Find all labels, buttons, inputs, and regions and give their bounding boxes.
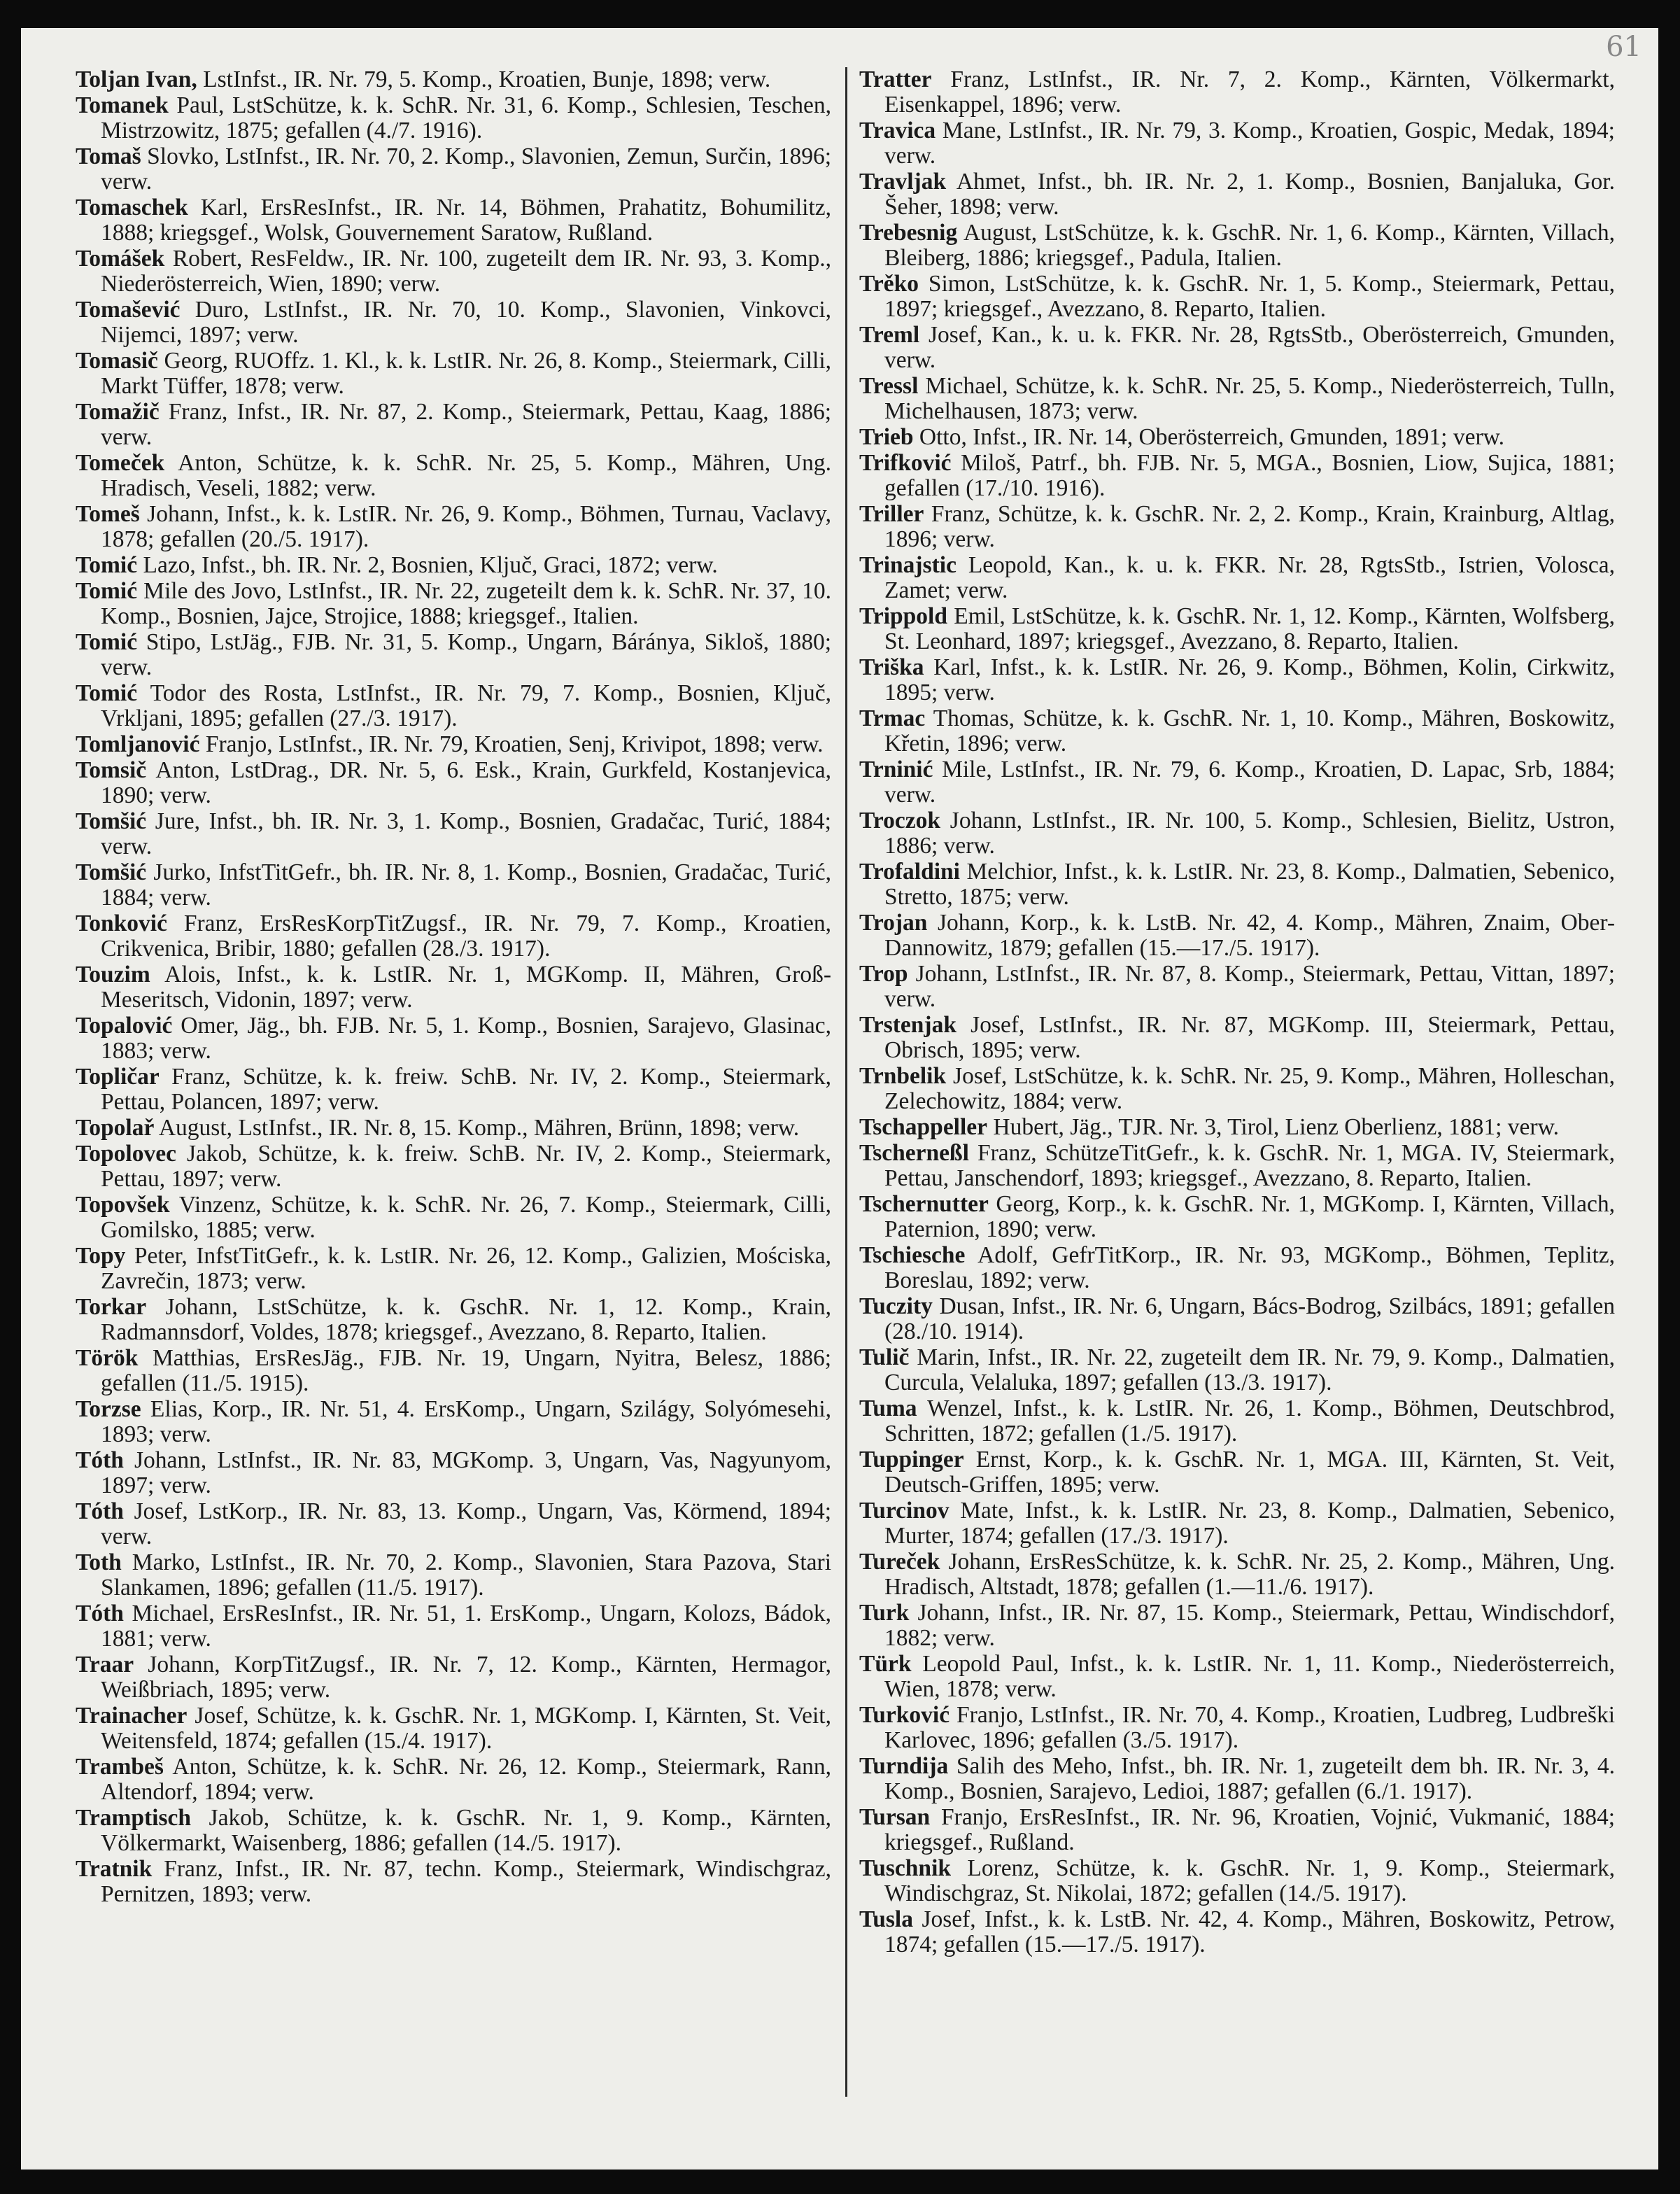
entry-name: Trnbelik: [859, 1062, 947, 1089]
entry-text: Emil, LstSchütze, k. k. GschR. Nr. 1, 12. Komp., Kärnten, Wolfsberg, St. Leonhard, 1897; kriegsgef., Avezzano, 8. Reparto, Italien.: [884, 603, 1615, 654]
page-number: 61: [1606, 31, 1642, 63]
entry-text: Leopold, Kan., k. u. k. FKR. Nr. 28, RgtsStb., Istrien, Volosca, Zamet; verw.: [884, 552, 1615, 603]
entry-name: Turković: [859, 1701, 950, 1728]
list-item: [859, 1805, 1615, 1855]
entry-text: Elias, Korp., IR. Nr. 51, 4. ErsKomp., Ungarn, Szilágy, Solyómesehi, 1893; verw.: [101, 1396, 831, 1448]
list-item: [76, 1652, 831, 1703]
list-item: [859, 1703, 1615, 1753]
entry-text: Jurko, InfstTitGefr., bh. IR. Nr. 8, 1. Komp., Bosnien, Gradačac, Turić, 1884; verw.: [101, 859, 832, 911]
entry-name: Trofaldini: [859, 858, 960, 885]
list-item: [859, 1013, 1615, 1063]
list-item: [76, 400, 831, 450]
entry-name: Toljan Ivan,: [76, 66, 197, 92]
list-item: [859, 808, 1615, 859]
entry-text: Franz, Schütze, k. k. freiw. SchB. Nr. IV, 2. Komp., Steiermark, Pettau, Polancen, 1897; verw.: [101, 1064, 832, 1116]
entry-text: Wenzel, Infst., k. k. LstIR. Nr. 26, 1. Komp., Böhmen, Deutschbrod, Schritten, 1872; gefallen (1./5. 1917).: [884, 1395, 1615, 1447]
list-item: [859, 859, 1615, 910]
entry-text: Franz, ErsResKorpTitZugsf., IR. Nr. 79, 7. Komp., Kroatien, Crikvenica, Bribir, 1880; gefallen (28./3. 1917).: [101, 910, 831, 962]
entry-name: Tomášek: [76, 246, 165, 272]
list-item: [859, 553, 1615, 603]
entry-text: Mile, LstInfst., IR. Nr. 79, 6. Komp., Kroatien, D. Lapac, Srb, 1884; verw.: [884, 756, 1615, 808]
list-item: [859, 502, 1615, 552]
list-item: [859, 1243, 1615, 1293]
entry-text: Johann, Infst., k. k. LstIR. Nr. 26, 9. Komp., Böhmen, Turnau, Vaclavy, 1878; gefallen (20./5. 1917).: [101, 501, 831, 552]
entry-text: Anton, LstDrag., DR. Nr. 5, 6. Esk., Krain, Gurkfeld, Kostanjevica, 1890; verw.: [101, 757, 831, 809]
entry-name: Torkar: [76, 1294, 147, 1321]
list-item: [859, 272, 1615, 322]
list-item: [859, 1192, 1615, 1242]
entry-name: Trěko: [859, 270, 919, 297]
list-item: [76, 1448, 831, 1498]
list-item: [76, 860, 831, 910]
entry-name: Tuppinger: [859, 1446, 964, 1472]
entry-text: Robert, ResFeldw., IR. Nr. 100, zugeteilt dem IR. Nr. 93, 3. Komp., Niederösterreich, Wien, 1890; verw.: [101, 246, 832, 297]
entry-text: Mate, Infst., k. k. LstIR. Nr. 23, 8. Komp., Dalmatien, Sebenico, Murter, 1874; gefallen (17./3. 1917).: [884, 1497, 1616, 1549]
entry-name: Triška: [859, 654, 924, 681]
entry-name: Török: [76, 1345, 139, 1372]
list-item: [76, 1755, 831, 1805]
entry-name: Trojan: [859, 909, 928, 936]
entry-text: Stipo, LstJäg., FJB. Nr. 31, 5. Komp., Ungarn, Báránya, Sikloš, 1880; verw.: [101, 629, 832, 681]
entry-text: Jakob, Schütze, k. k. freiw. SchB. Nr. IV, 2. Komp., Steiermark, Pettau, 1897; verw.: [101, 1141, 831, 1193]
entry-name: Travica: [859, 117, 936, 143]
entry-text: Peter, InfstTitGefr., k. k. LstIR. Nr. 26, 12. Komp., Galizien, Mościska, Zavrečin, 1873; verw.: [101, 1243, 831, 1295]
entry-name: Traar: [76, 1652, 134, 1678]
list-item: [859, 962, 1615, 1012]
entry-name: Trifković: [859, 450, 952, 477]
entry-text: Josef, LstKorp., IR. Nr. 83, 13. Komp., Ungarn, Vas, Körmend, 1894; verw.: [101, 1498, 832, 1550]
list-item: [76, 93, 831, 143]
entry-text: Leopold Paul, Infst., k. k. LstIR. Nr. 1, 11. Komp., Niederösterreich, Wien, 1878; verw.: [884, 1650, 1616, 1702]
list-item: [859, 451, 1615, 501]
entry-text: Mile des Jovo, LstInfst., IR. Nr. 22, zugeteilt dem k. k. SchR. Nr. 37, 10. Komp., Bosnien, Jajce, Strojice, 1888; kriegsgef., Italien.: [101, 578, 831, 630]
list-item: [76, 1064, 831, 1115]
list-item: [76, 758, 831, 808]
entry-text: Johann, ErsResSchütze, k. k. SchR. Nr. 25, 2. Komp., Mähren, Ung. Hradisch, Altstadt, 1878; gefallen (1.—11./6. 1917).: [884, 1548, 1616, 1600]
list-item: [76, 1499, 831, 1549]
entry-text: Michael, ErsResInfst., IR. Nr. 51, 1. ErsKomp., Ungarn, Kolozs, Bádok, 1881; verw.: [101, 1601, 832, 1652]
entry-text: Anton, Schütze, k. k. SchR. Nr. 26, 12. Komp., Steiermark, Rann, Altendorf, 1894; verw.: [101, 1754, 831, 1806]
entry-name: Tomić: [76, 629, 138, 656]
list-item: [76, 451, 831, 501]
entry-text: Ernst, Korp., k. k. GschR. Nr. 1, MGA. III, Kärnten, St. Veit, Deutsch-Griffen, 1895; verw.: [884, 1446, 1615, 1498]
list-item: [76, 553, 831, 578]
entry-name: Topy: [76, 1243, 126, 1270]
entry-text: Miloš, Patrf., bh. FJB. Nr. 5, MGA., Bosnien, Liow, Sujica, 1881; gefallen (17./10. 1916).: [884, 450, 1615, 501]
entry-text: Jure, Infst., bh. IR. Nr. 3, 1. Komp., Bosnien, Gradačac, Turić, 1884; verw.: [101, 808, 831, 860]
entry-name: Tomsič: [76, 757, 147, 784]
entry-name: Tomšić: [76, 808, 147, 835]
entry-text: Simon, LstSchütze, k. k. GschR. Nr. 1, 5. Komp., Steiermark, Pettau, 1897; kriegsgef., Avezzano, 8. Reparto, Italien.: [884, 270, 1616, 322]
entry-text: Franjo, LstInfst., IR. Nr. 79, Kroatien, Senj, Krivipot, 1898; verw.: [205, 731, 824, 758]
entry-text: Jakob, Schütze, k. k. GschR. Nr. 1, 9. Komp., Kärnten, Völkermarkt, Waisenberg, 1886; gefallen (14./5. 1917).: [101, 1805, 831, 1857]
entry-text: Josef, Kan., k. u. k. FKR. Nr. 28, RgtsStb., Oberösterreich, Gmunden, verw.: [884, 321, 1615, 373]
list-item: [859, 655, 1615, 705]
entry-name: Toth: [76, 1549, 122, 1576]
entry-name: Travljak: [859, 168, 947, 195]
entry-text: Paul, LstSchütze, k. k. SchR. Nr. 31, 6. Komp., Schlesien, Teschen, Mistrzowitz, 1875; gefallen (4./7. 1916).: [101, 92, 832, 143]
entry-text: Todor des Rosta, LstInfst., IR. Nr. 79, 7. Komp., Bosnien, Ključ, Vrkljani, 1895; gefallen (27./3. 1917).: [101, 680, 831, 731]
entry-text: Josef, LstInfst., IR. Nr. 87, MGKomp. III, Steiermark, Pettau, Obrisch, 1895; verw.: [884, 1011, 1615, 1063]
entry-name: Topolovec: [76, 1141, 176, 1167]
list-item: [76, 911, 831, 962]
list-item: [76, 579, 831, 629]
entry-name: Tuschnik: [859, 1855, 952, 1881]
entry-name: Tomanek: [76, 92, 169, 119]
entry-text: Franjo, LstInfst., IR. Nr. 70, 4. Komp., Kroatien, Ludbreg, Ludbreški Karlovec, 1896; gefallen (3./5. 1917).: [884, 1701, 1616, 1753]
entry-text: Franjo, ErsResInfst., IR. Nr. 96, Kroatien, Vojnić, Vukmanić, 1884; kriegsgef., Rußland.: [884, 1803, 1616, 1855]
list-item: [859, 169, 1615, 220]
entry-name: Trippold: [859, 603, 947, 630]
entry-name: Tratter: [859, 66, 932, 92]
list-item: [76, 1703, 831, 1754]
entry-text: Marin, Infst., IR. Nr. 22, zugeteilt dem IR. Nr. 79, 9. Komp., Dalmatien, Curcula, Velaluka, 1897; gefallen (13./3. 1917).: [884, 1344, 1616, 1395]
list-item: [859, 1652, 1615, 1702]
entry-text: Mane, LstInfst., IR. Nr. 79, 3. Komp., Kroatien, Gospic, Medak, 1894; verw.: [884, 117, 1615, 169]
entry-text: Johann, LstSchütze, k. k. GschR. Nr. 1, 12. Komp., Krain, Radmannsdorf, Voldes, 1878; kriegsgef., Avezzano, 8. Reparto, Italien.: [101, 1294, 831, 1346]
entry-text: Duro, LstInfst., IR. Nr. 70, 10. Komp., Slavonien, Vinkovci, Nijemci, 1897; verw.: [101, 297, 831, 348]
entry-name: Troczok: [859, 807, 940, 834]
entry-text: Franz, Infst., IR. Nr. 87, 2. Komp., Steiermark, Pettau, Kaag, 1886; verw.: [101, 399, 832, 450]
entry-text: Franz, Infst., IR. Nr. 87, techn. Komp., Steiermark, Windischgraz, Pernitzen, 1893; verw.: [101, 1856, 831, 1908]
list-item: [859, 1294, 1615, 1344]
list-item: [76, 1244, 831, 1294]
list-item: [859, 1754, 1615, 1804]
entry-name: Treml: [859, 321, 920, 348]
list-item: [76, 1346, 831, 1396]
entry-name: Tomšić: [76, 859, 147, 886]
entry-text: Adolf, GefrTitKorp., IR. Nr. 93, MGKomp., Böhmen, Teplitz, Boreslau, 1892; verw.: [884, 1242, 1615, 1293]
entry-name: Tomažič: [76, 399, 160, 426]
right-column: [859, 67, 1615, 1958]
entry-text: Hubert, Jäg., TJR. Nr. 3, Tirol, Lienz Oberlienz, 1881; verw.: [993, 1113, 1559, 1140]
entry-name: Tureček: [859, 1548, 940, 1575]
document-page: [21, 28, 1658, 2170]
list-item: [76, 1141, 831, 1192]
list-item: [76, 809, 831, 859]
entry-text: Josef, Schütze, k. k. GschR. Nr. 1, MGKomp. I, Kärnten, St. Veit, Weitensfeld, 1874; gefallen (15./4. 1917).: [101, 1703, 831, 1755]
list-item: [859, 1115, 1615, 1140]
entry-text: Johann, Infst., IR. Nr. 87, 15. Komp., Steiermark, Pettau, Windischdorf, 1882; verw.: [884, 1599, 1615, 1651]
entry-name: Tomić: [76, 680, 138, 707]
entry-name: Tomaschek: [76, 195, 188, 221]
list-item: [859, 910, 1615, 961]
list-item: [859, 1345, 1615, 1395]
entry-text: Otto, Infst., IR. Nr. 14, Oberösterreich, Gmunden, 1891; verw.: [919, 423, 1505, 450]
list-item: [76, 962, 831, 1013]
list-item: [859, 1141, 1615, 1191]
entry-name: Tratnik: [76, 1856, 153, 1883]
list-item: [76, 1601, 831, 1652]
entry-text: Michael, Schütze, k. k. SchR. Nr. 25, 5. Komp., Niederösterreich, Tulln, Michelhausen, 1873; verw.: [884, 372, 1615, 424]
entry-text: Franz, Schütze, k. k. GschR. Nr. 2, 2. Komp., Krain, Krainburg, Altlag, 1896; verw.: [884, 501, 1616, 552]
entry-name: Tomasič: [76, 348, 158, 374]
entry-name: Tursan: [859, 1803, 931, 1830]
entry-text: Josef, LstSchütze, k. k. SchR. Nr. 25, 9. Komp., Mähren, Holleschan, Zelechowitz, 1884; verw.: [884, 1062, 1615, 1114]
entry-name: Tomljanović: [76, 731, 200, 758]
list-item: [859, 220, 1615, 271]
entry-name: Topolař: [76, 1115, 155, 1141]
list-item: [859, 604, 1615, 654]
list-item: [859, 374, 1615, 424]
entry-text: August, LstSchütze, k. k. GschR. Nr. 1, 6. Komp., Kärnten, Villach, Bleiberg, 1886; kriegsgef., Padula, Italien.: [884, 219, 1615, 271]
list-item: [76, 246, 831, 297]
entry-name: Tomeš: [76, 501, 140, 528]
entry-name: Torzse: [76, 1396, 141, 1423]
list-item: [859, 1907, 1615, 1957]
entry-name: Turndija: [859, 1752, 949, 1779]
list-item: [76, 1397, 831, 1447]
entry-name: Tschappeller: [859, 1113, 988, 1140]
entry-name: Trainacher: [76, 1703, 188, 1729]
entry-name: Trninić: [859, 756, 933, 782]
entry-text: Georg, RUOffz. 1. Kl., k. k. LstIR. Nr. 26, 8. Komp., Steiermark, Cilli, Markt Tüffer, 1878; verw.: [101, 348, 832, 399]
list-item: [76, 297, 831, 348]
entry-name: Trebesnig: [859, 219, 958, 246]
entry-name: Tschiesche: [859, 1242, 966, 1269]
list-item: [859, 425, 1615, 450]
entry-text: Omer, Jäg., bh. FJB. Nr. 5, 1. Komp., Bosnien, Sarajevo, Glasinac, 1883; verw.: [101, 1013, 832, 1064]
entry-name: Turk: [859, 1599, 910, 1626]
list-item: [76, 1295, 831, 1345]
entry-name: Tóth: [76, 1498, 124, 1525]
entry-name: Trstenjak: [859, 1011, 957, 1038]
entry-name: Türk: [859, 1650, 912, 1677]
list-item: [76, 681, 831, 731]
entry-name: Turcinov: [859, 1497, 950, 1524]
entry-text: Lazo, Infst., bh. IR. Nr. 2, Bosnien, Ključ, Graci, 1872; verw.: [143, 552, 718, 579]
list-item: [76, 1116, 831, 1141]
entry-name: Trieb: [859, 423, 914, 450]
entry-text: Karl, Infst., k. k. LstIR. Nr. 26, 9. Komp., Böhmen, Kolin, Cirkwitz, 1895; verw.: [884, 654, 1615, 705]
list-item: [859, 1064, 1615, 1114]
entry-text: LstInfst., IR. Nr. 79, 5. Komp., Kroatien, Bunje, 1898; verw.: [203, 66, 771, 92]
entry-name: Tomić: [76, 578, 138, 605]
entry-name: Tressl: [859, 372, 919, 399]
entry-name: Tramptisch: [76, 1805, 192, 1831]
entry-text: Lorenz, Schütze, k. k. GschR. Nr. 1, 9. Komp., Steiermark, Windischgraz, St. Nikolai, 1872; gefallen (14./5. 1917).: [884, 1855, 1615, 1906]
entry-name: Tomić: [76, 552, 138, 579]
entry-text: Vinzenz, Schütze, k. k. SchR. Nr. 26, 7. Komp., Steiermark, Cilli, Gomilsko, 1885; verw.: [101, 1192, 831, 1244]
list-item: [859, 1601, 1615, 1651]
list-item: [76, 1550, 831, 1601]
list-item: [76, 732, 831, 757]
entry-name: Tscherneßl: [859, 1140, 969, 1167]
entry-text: August, LstInfst., IR. Nr. 8, 15. Komp., Mähren, Brünn, 1898; verw.: [158, 1115, 800, 1141]
entry-name: Trambeš: [76, 1754, 164, 1780]
entry-name: Touzim: [76, 962, 150, 988]
entry-name: Triller: [859, 501, 924, 528]
list-item: [859, 1447, 1615, 1498]
list-item: [76, 1806, 831, 1856]
entry-name: Topovšek: [76, 1192, 170, 1218]
list-item: [859, 67, 1615, 118]
list-item: [859, 706, 1615, 757]
entry-name: Topalović: [76, 1013, 173, 1039]
entry-text: Karl, ErsResInfst., IR. Nr. 14, Böhmen, Prahatitz, Bohumilitz, 1888; kriegsgef., Wolsk, Gouvernement Saratow, Rußland.: [101, 195, 831, 246]
entry-name: Trmac: [859, 705, 926, 731]
entry-text: Georg, Korp., k. k. GschR. Nr. 1, MGKomp. I, Kärnten, Villach, Paternion, 1890; verw.: [884, 1191, 1615, 1242]
list-item: [76, 1857, 831, 1907]
entry-name: Tonković: [76, 910, 167, 937]
list-item: [76, 195, 831, 246]
entry-text: Melchior, Infst., k. k. LstIR. Nr. 23, 8. Komp., Dalmatien, Sebenico, Stretto, 1875; verw.: [884, 858, 1615, 910]
list-item: [76, 630, 831, 680]
entry-text: Josef, Infst., k. k. LstB. Nr. 42, 4. Komp., Mähren, Boskowitz, Petrow, 1874; gefallen (15.—17./5. 1917).: [884, 1906, 1616, 1957]
left-column: [76, 67, 831, 1908]
entry-text: Slovko, LstInfst., IR. Nr. 70, 2. Komp., Slavonien, Zemun, Surčin, 1896; verw.: [101, 143, 831, 195]
list-item: [76, 67, 831, 92]
entry-text: Salih des Meho, Infst., bh. IR. Nr. 1, zugeteilt dem bh. IR. Nr. 3, 4. Komp., Bosnien, Sarajevo, Ledioi, 1887; gefallen (6./1. 1917).: [884, 1752, 1615, 1804]
list-item: [76, 1193, 831, 1243]
list-item: [859, 1549, 1615, 1600]
list-item: [859, 1856, 1615, 1906]
list-item: [76, 349, 831, 399]
list-item: [859, 1498, 1615, 1549]
entry-text: Johann, KorpTitZugsf., IR. Nr. 7, 12. Komp., Kärnten, Hermagor, Weißbriach, 1895; verw.: [101, 1652, 832, 1703]
entry-name: Tuma: [859, 1395, 917, 1421]
entry-text: Johann, LstInfst., IR. Nr. 83, MGKomp. 3, Ungarn, Vas, Nagyunyom, 1897; verw.: [101, 1447, 832, 1499]
entry-name: Tuczity: [859, 1293, 933, 1320]
list-item: [76, 1013, 831, 1064]
entry-name: Tóth: [76, 1601, 124, 1627]
entry-name: Tulič: [859, 1344, 910, 1370]
entry-name: Tschernutter: [859, 1191, 989, 1218]
entry-text: Thomas, Schütze, k. k. GschR. Nr. 1, 10. Komp., Mähren, Boskowitz, Křetin, 1896; verw.: [884, 705, 1615, 757]
entry-text: Dusan, Infst., IR. Nr. 6, Ungarn, Bács-Bodrog, Szilbács, 1891; gefallen (28./10. 1914).: [884, 1293, 1615, 1344]
list-item: [859, 323, 1615, 373]
entry-name: Topličar: [76, 1064, 160, 1090]
entry-text: Marko, LstInfst., IR. Nr. 70, 2. Komp., Slavonien, Stara Pazova, Stari Slankamen, 1896; gefallen (11./5. 1917).: [101, 1549, 832, 1601]
entry-name: Trinajstic: [859, 552, 957, 579]
entry-text: Johann, LstInfst., IR. Nr. 100, 5. Komp., Schlesien, Bielitz, Ustron, 1886; verw.: [884, 807, 1616, 859]
entry-name: Tóth: [76, 1447, 124, 1474]
entry-name: Tusla: [859, 1906, 913, 1932]
list-item: [859, 757, 1615, 808]
entry-text: Johann, LstInfst., IR. Nr. 87, 8. Komp., Steiermark, Pettau, Vittan, 1897; verw.: [884, 960, 1616, 1012]
list-item: [76, 144, 831, 195]
list-item: [76, 502, 831, 552]
entry-text: Johann, Korp., k. k. LstB. Nr. 42, 4. Komp., Mähren, Znaim, Ober-Dannowitz, 1879; gefallen (15.—17./5. 1917).: [884, 909, 1615, 961]
entry-name: Tomeček: [76, 450, 165, 477]
entry-text: Ahmet, Infst., bh. IR. Nr. 2, 1. Komp., Bosnien, Banjaluka, Gor. Šeher, 1898; verw.: [884, 168, 1615, 220]
list-item: [859, 1396, 1615, 1447]
entry-text: Franz, SchützeTitGefr., k. k. GschR. Nr. 1, MGA. IV, Steiermark, Pettau, Janschendorf, 1893; kriegsgef., Avezzano, 8. Reparto, Italien.: [884, 1140, 1615, 1191]
entry-name: Trop: [859, 960, 908, 987]
entry-name: Tomaš: [76, 143, 141, 170]
entry-name: Tomašević: [76, 297, 181, 323]
list-item: [859, 118, 1615, 169]
entry-text: Alois, Infst., k. k. LstIR. Nr. 1, MGKomp. II, Mähren, Groß-Meseritsch, Vidonin, 1897; verw.: [101, 962, 831, 1013]
column-divider: [845, 67, 847, 2097]
entry-text: Anton, Schütze, k. k. SchR. Nr. 25, 5. Komp., Mähren, Ung. Hradisch, Veseli, 1882; verw.: [101, 450, 831, 501]
entry-text: Franz, LstInfst., IR. Nr. 7, 2. Komp., Kärnten, Völkermarkt, Eisenkappel, 1896; verw.: [884, 66, 1615, 118]
entry-text: Matthias, ErsResJäg., FJB. Nr. 19, Ungarn, Nyitra, Belesz, 1886; gefallen (11./5. 1915).: [101, 1345, 832, 1397]
